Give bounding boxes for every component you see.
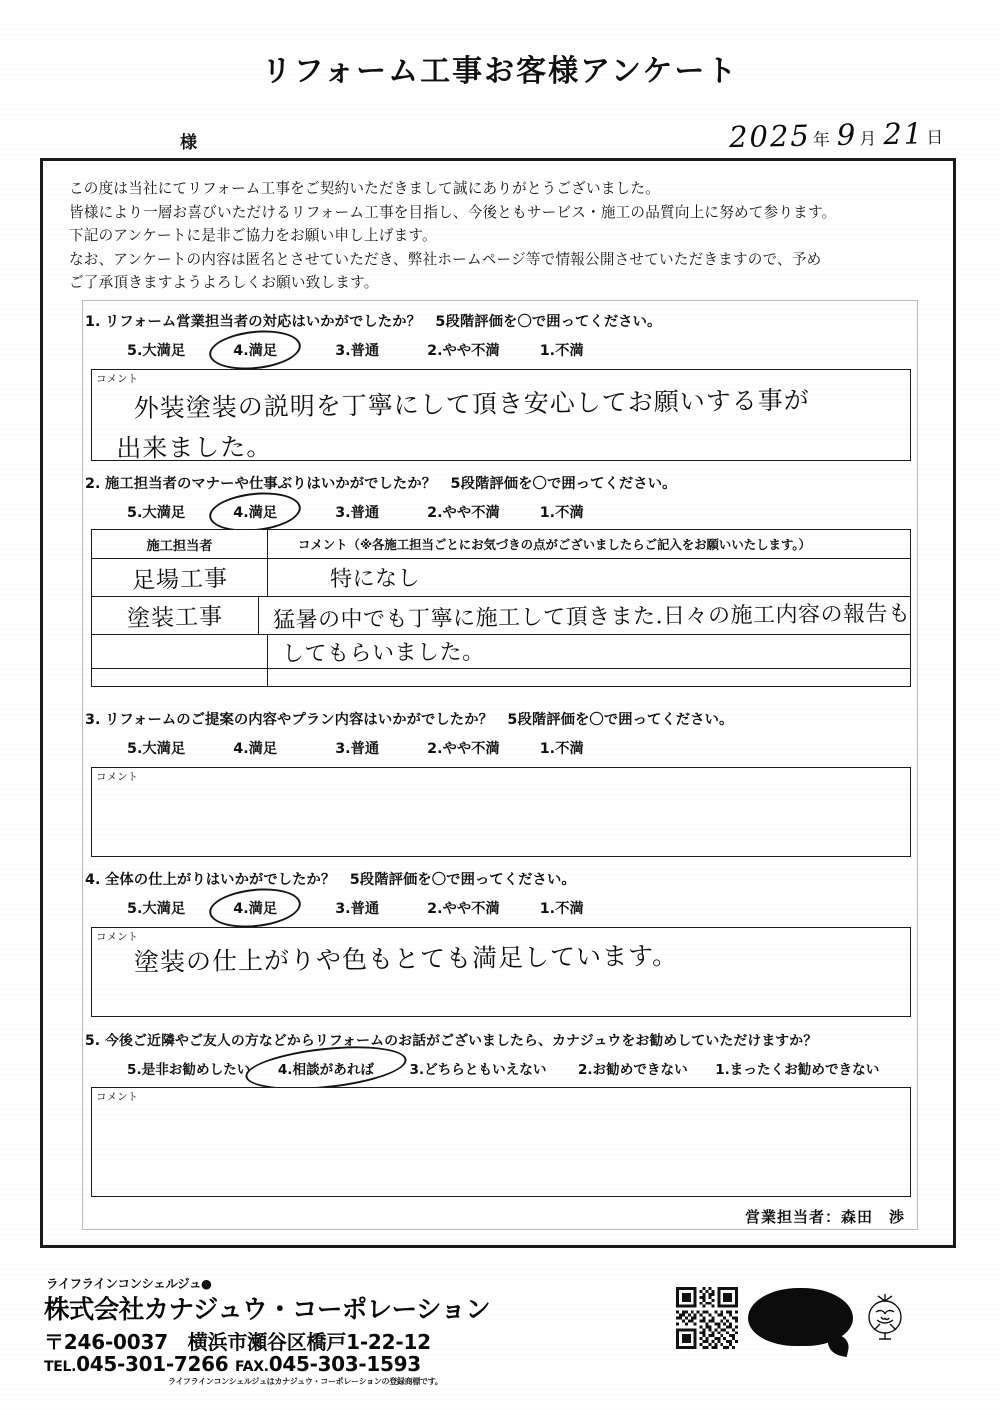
table-cell-comment (268, 635, 910, 668)
question-3-text (83, 709, 919, 729)
question-4-text (83, 869, 919, 889)
table-header-row (92, 530, 910, 559)
question-3 (83, 709, 919, 758)
intro-line-2: 皆様により一層お喜びいただけるリフォーム工事を目指し、今後ともサービス・施工の品質向上に努めて参ります。 (69, 203, 837, 221)
customer-name-suffix: 様 (180, 133, 197, 153)
table-header-contractor (92, 530, 268, 558)
handwritten-date (729, 116, 951, 154)
q4-option-3[interactable]: 3.普通 (335, 901, 380, 917)
trademark-note: ライフラインコンシェルジュはカナジュウ・コーポレーションの登録商標です。 (168, 1377, 443, 1386)
q3-option-3[interactable]: 3.普通 (335, 741, 380, 757)
table-cell-comment (268, 669, 910, 686)
question-5-text (83, 1029, 919, 1049)
speech-bubble-stamp-icon (748, 1288, 853, 1346)
questions-container (82, 300, 918, 1230)
table-row[interactable] (92, 559, 910, 597)
question-3-label: リフォームのご提案の内容やプラン内容はいかがでしたか？ 5段階評価を〇で囲ってください。 (105, 712, 734, 728)
table-header-contractor-label: 施工担当者 (146, 538, 213, 554)
q1-option-2[interactable]: 2.やや不満 (427, 343, 500, 359)
q2-option-1[interactable]: 1.不満 (539, 505, 584, 521)
intro-line-4: なお、アンケートの内容は匿名とさせていただき、弊社ホームページ等で情報公開させていただきますので、予め (69, 250, 822, 268)
q2-option-2[interactable]: 2.やや不満 (427, 505, 500, 521)
q4-option-2[interactable]: 2.やや不満 (427, 901, 500, 917)
q4-option-4[interactable]: 4.満足 (233, 898, 277, 918)
question-4-number: 4. (85, 872, 101, 888)
question-5 (83, 1029, 919, 1078)
q1-option-1[interactable]: 1.不満 (539, 343, 584, 359)
question-1-scale (83, 340, 919, 360)
question-1 (83, 311, 919, 360)
question-1-number: 1. (85, 314, 101, 330)
contractor-comment-1: 特になし (329, 566, 421, 593)
company-address: 〒246-0037 横浜市瀬谷区橋戸1-22-12 (44, 1330, 431, 1354)
contractor-comment-3: してもらいました。 (281, 639, 485, 667)
q4-option-1[interactable]: 1.不満 (539, 901, 584, 917)
question-3-number: 3. (85, 712, 101, 728)
q5-option-5[interactable]: 5.是非お勧めしたい (127, 1062, 251, 1078)
question-4-comment-box[interactable] (91, 927, 911, 1017)
question-1-comment-box[interactable] (91, 369, 911, 461)
table-row[interactable] (92, 669, 910, 686)
date-day-value: 21 (882, 116, 925, 152)
company-contact (44, 1352, 421, 1376)
q5-option-2[interactable]: 2.お勧めできない (577, 1062, 688, 1078)
table-header-comment-label: コメント（※各施工担当ごとにお気づきの点がございましたらご記入をお願いいたします。） (298, 537, 811, 552)
table-cell-comment (268, 559, 910, 596)
intro-line-3: 下記のアンケートに是非ご協力をお願い申し上げます。 (69, 227, 437, 244)
q1-option-4[interactable]: 4.満足 (233, 340, 277, 360)
q3-option-4[interactable]: 4.満足 (233, 741, 278, 757)
question-1-label: リフォーム営業担当者の対応はいかがでしたか？ 5段階評価を〇で囲ってください。 (105, 314, 662, 330)
q1-option-5[interactable]: 5.大満足 (127, 343, 186, 359)
date-year-unit: 年 (812, 130, 830, 151)
table-cell-contractor (92, 635, 268, 668)
q2-option-5[interactable]: 5.大満足 (127, 505, 186, 521)
question-2-number: 2. (85, 476, 101, 492)
q3-option-5[interactable]: 5.大満足 (127, 741, 186, 757)
question-1-text (83, 311, 919, 331)
date-day-unit: 日 (925, 128, 944, 149)
question-5-scale (83, 1058, 919, 1078)
q3-option-1[interactable]: 1.不満 (539, 741, 584, 757)
question-2-label: 施工担当者のマナーや仕事ぶりはいかがでしたか？ 5段階評価を〇で囲ってください。 (105, 476, 677, 492)
comment-label: コメント (96, 373, 138, 385)
sales-representative: 営業担当者：森田 渉 (744, 1208, 905, 1226)
survey-frame (40, 158, 956, 1248)
date-month-unit: 月 (858, 129, 877, 150)
page-title: リフォーム工事お客様アンケート (261, 54, 739, 89)
contractor-name-1: 足場工事 (131, 565, 228, 595)
q2-option-3[interactable]: 3.普通 (335, 505, 380, 521)
tel-label: TEL. (44, 1359, 77, 1375)
table-cell-contractor (92, 597, 259, 634)
table-cell-comment (259, 597, 911, 634)
question-1-answer-line-1: 外装塗装の説明を丁寧にして頂き安心してお願いする事が (133, 385, 810, 423)
intro-paragraph (69, 177, 929, 295)
question-5-label: 今後ご近隣やご友人の方などからリフォームのお話がございましたら、カナジュウをお勧めしていただけますか？ (105, 1033, 818, 1049)
table-row[interactable] (92, 597, 910, 635)
q3-option-2[interactable]: 2.やや不満 (427, 741, 500, 757)
question-5-number: 5. (85, 1033, 101, 1049)
qr-code-icon (676, 1287, 738, 1349)
q5-option-1[interactable]: 1.まったくお勧めできない (715, 1062, 880, 1078)
date-year-value: 2025 (728, 118, 811, 155)
question-3-comment-box[interactable] (91, 767, 911, 857)
date-month-value: 9 (836, 117, 858, 153)
question-2-text (83, 473, 919, 493)
comment-label: コメント (96, 931, 138, 943)
table-cell-contractor (92, 559, 268, 596)
company-name: 株式会社カナジュウ・コーポレーション (44, 1295, 491, 1325)
footer-tagline: ライフラインコンシェルジュ● (46, 1276, 212, 1291)
fax-label: FAX. (235, 1359, 269, 1375)
contractor-comments-table (91, 529, 911, 687)
comment-label: コメント (96, 771, 138, 783)
question-3-scale (83, 738, 919, 758)
question-1-answer (116, 379, 915, 469)
question-3-answer (134, 777, 914, 787)
question-5-answer (134, 1097, 914, 1107)
question-4-answer (134, 933, 914, 983)
question-2-scale (83, 502, 919, 522)
table-row[interactable] (92, 635, 910, 669)
question-1-answer-line-2: 出来ました。 (116, 432, 273, 463)
q5-option-4[interactable]: 4.相談があれば (278, 1058, 374, 1078)
question-4-answer-line-1: 塗装の仕上がりや色もとても満足しています。 (133, 941, 679, 977)
table-header-comment (268, 530, 910, 558)
q2-option-4[interactable]: 4.満足 (233, 502, 277, 522)
q4-option-5[interactable]: 5.大満足 (127, 901, 186, 917)
company-footer (0, 1262, 1000, 1415)
comment-label: コメント (96, 1091, 138, 1103)
q5-option-3[interactable]: 3.どちらともいえない (409, 1062, 547, 1078)
question-4-scale (83, 898, 919, 918)
customer-date-row (40, 116, 960, 160)
q1-option-3[interactable]: 3.普通 (335, 343, 380, 359)
question-4 (83, 869, 919, 918)
intro-line-1: この度は当社にてリフォーム工事をご契約いただきまして誠にありがとうございました。 (69, 180, 661, 197)
intro-line-5: ご了承頂きますようよろしくお願い致します。 (69, 274, 379, 291)
contractor-name-2: 塗装工事 (126, 603, 224, 633)
table-cell-contractor (92, 669, 268, 686)
question-4-label: 全体の仕上がりはいかがでしたか？ 5段階評価を〇で囲ってください。 (105, 872, 576, 888)
question-2 (83, 473, 919, 522)
contractor-comment-2: 猛暑の中でも丁寧に施工して頂きまた.日々の施工内容の報告も (272, 601, 911, 634)
mascot-logo-icon (862, 1290, 908, 1344)
tel-number: 045-301-7266 (76, 1352, 229, 1376)
fax-number: 045-303-1593 (268, 1352, 421, 1376)
question-5-comment-box[interactable] (91, 1087, 911, 1197)
